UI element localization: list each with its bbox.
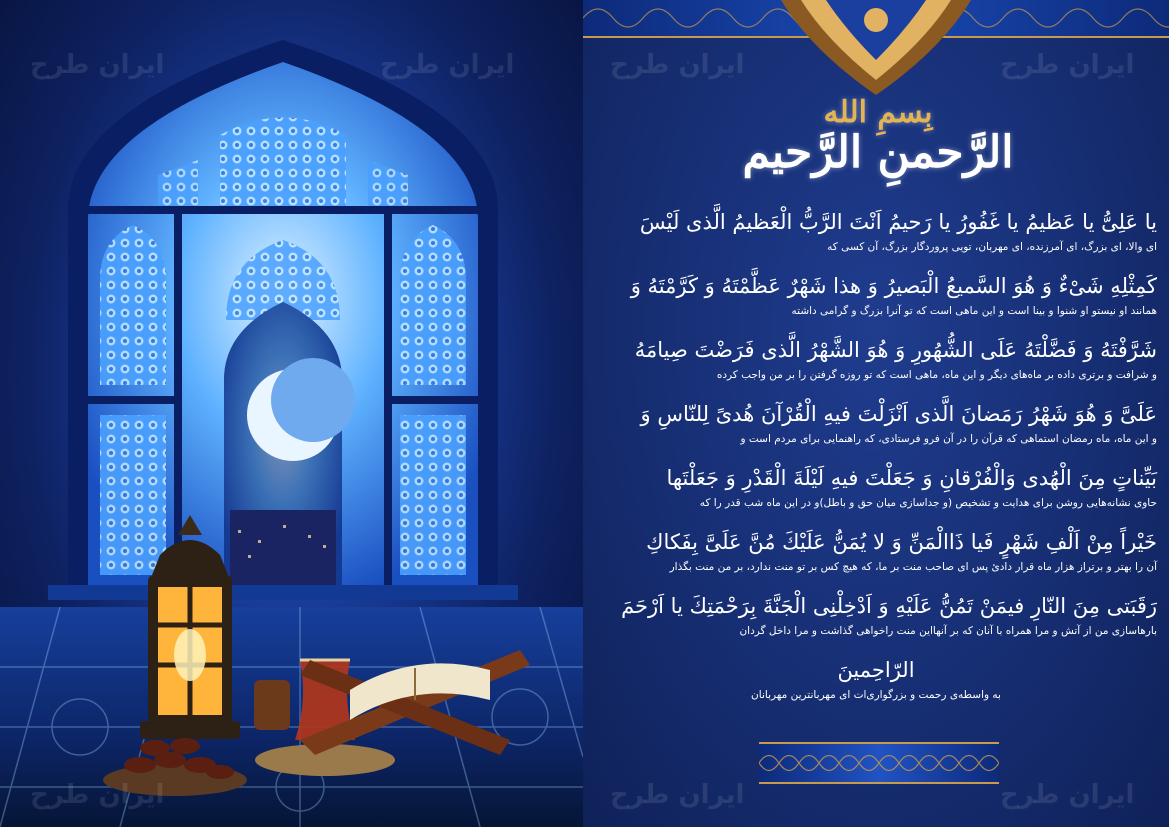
- persian-translation: و شرافت و برتری داده بر ماه‌های دیگر و این ماه، ماهی است که تو روزه گرفتن را بر من واجب کرده: [716, 369, 1157, 381]
- persian-translation: بارهاسازی من از آتش و مرا همراه با آنان که بر آنهااین منت راخواهی گذاشت و مرا داخل گردان: [739, 625, 1157, 637]
- prayer-line: [595, 398, 1157, 448]
- lantern: [120, 515, 260, 755]
- prayer-text: [595, 206, 1157, 718]
- prayer-line: [595, 590, 1157, 640]
- gold-ornament: [771, 0, 981, 100]
- arabic-line: رَقَبَتی مِنَ النّارِ فیمَنْ تَمُنُّ عَلَیْهِ وَ اَدْخِلْنِی الْجَنَّةَ بِرَحْمَتِكَ یا اَرْحَمَ: [621, 594, 1157, 618]
- bottom-ornamental-band: [759, 742, 999, 784]
- prayer-line: [595, 206, 1157, 256]
- arabic-line: خَیْراً مِنْ اَلْفِ شَهْرٍ فَیا ذَاالْمَنِّ وَ لا یُمَنُّ عَلَیْكَ مُنَّ عَلَیَّ بِفَكاكِ: [646, 530, 1157, 554]
- persian-translation: همانند او نیستو او شنوا و بینا است و این ماهی است که تو آنرا بزرگ و گرامی داشته: [791, 305, 1157, 317]
- arabic-line: بَیِّناتٍ مِنَ الْهُدی وَالْفُرْقانِ وَ جَعَلْتَ فیهِ لَیْلَةَ الْقَدْرِ وَ جَعَلْتَها: [666, 466, 1157, 490]
- closing-arabic: الرّاحِمینَ: [837, 658, 915, 682]
- prayer-line: [595, 270, 1157, 320]
- basmala-main: الرَّحمنِ الرَّحیم: [742, 127, 1014, 178]
- prayer-line: [595, 462, 1157, 512]
- arabic-line: عَلَیَّ وَ هُوَ شَهْرُ رَمَضانَ الَّذی اَنْزَلْتَ فیهِ الْقُرْآنَ هُدیً لِلنّاسِ وَ: [640, 402, 1157, 426]
- prayer-line: [595, 526, 1157, 576]
- arabic-line: کَمِثْلِهِ شَیْءٌ وَ هُوَ السَّمیعُ الْبَصیرُ وَ هذا شَهْرٌ عَظَّمْتَهُ وَ کَرَّمْتَهُ وَ: [630, 274, 1157, 298]
- persian-translation: و این ماه، ماه رمضان استماهی که قرآن را در آن فرو فرستادی، که راهنمایی برای مردم است و: [740, 433, 1157, 445]
- dates-plate: [100, 720, 250, 800]
- prayer-closing: [595, 654, 1157, 704]
- closing-persian: به واسطه‌ی رحمت و بزرگواری‌ات ای مهربانترین مهربانان: [751, 689, 1001, 701]
- persian-translation: حاوی نشانه‌هایی روشن برای هدایت و تشخیص (و جداسازی میان حق و باطل)و در این ماه شب قدر را که: [699, 497, 1157, 509]
- basmala-top: بِسمِ الله: [823, 95, 933, 130]
- prayer-line: [595, 334, 1157, 384]
- quran-stand: [290, 630, 540, 760]
- basmala-calligraphy: [733, 96, 1023, 192]
- persian-translation: آن را بهتر و برتراز هزار ماه قرار دادیٔ پس ای صاحب منت بر ما، که هیچ کس بر تو منت ندارد، بر من منت بگذار: [669, 561, 1157, 573]
- arched-window: [48, 40, 518, 600]
- persian-translation: ای والا، ای بزرگ، ای آمرزنده، ای مهربان، تویی پروردگار بزرگ، آن کسی که: [827, 241, 1157, 253]
- arabic-line: شَرَّفْتَهُ وَ فَضَّلْتَهُ عَلَی الشُّهُورِ وَ هُوَ الشَّهْرُ الَّذی فَرَضْتَ صِیامَهُ: [634, 338, 1157, 362]
- ramadan-illustration: [0, 0, 583, 827]
- arabic-line: یا عَلِیُّ یا عَظیمُ یا غَفُورُ یا رَحیمُ اَنْتَ الرَّبُّ الْعَظیمُ الَّذی لَیْسَ: [639, 210, 1157, 234]
- prayer-panel: [583, 0, 1169, 827]
